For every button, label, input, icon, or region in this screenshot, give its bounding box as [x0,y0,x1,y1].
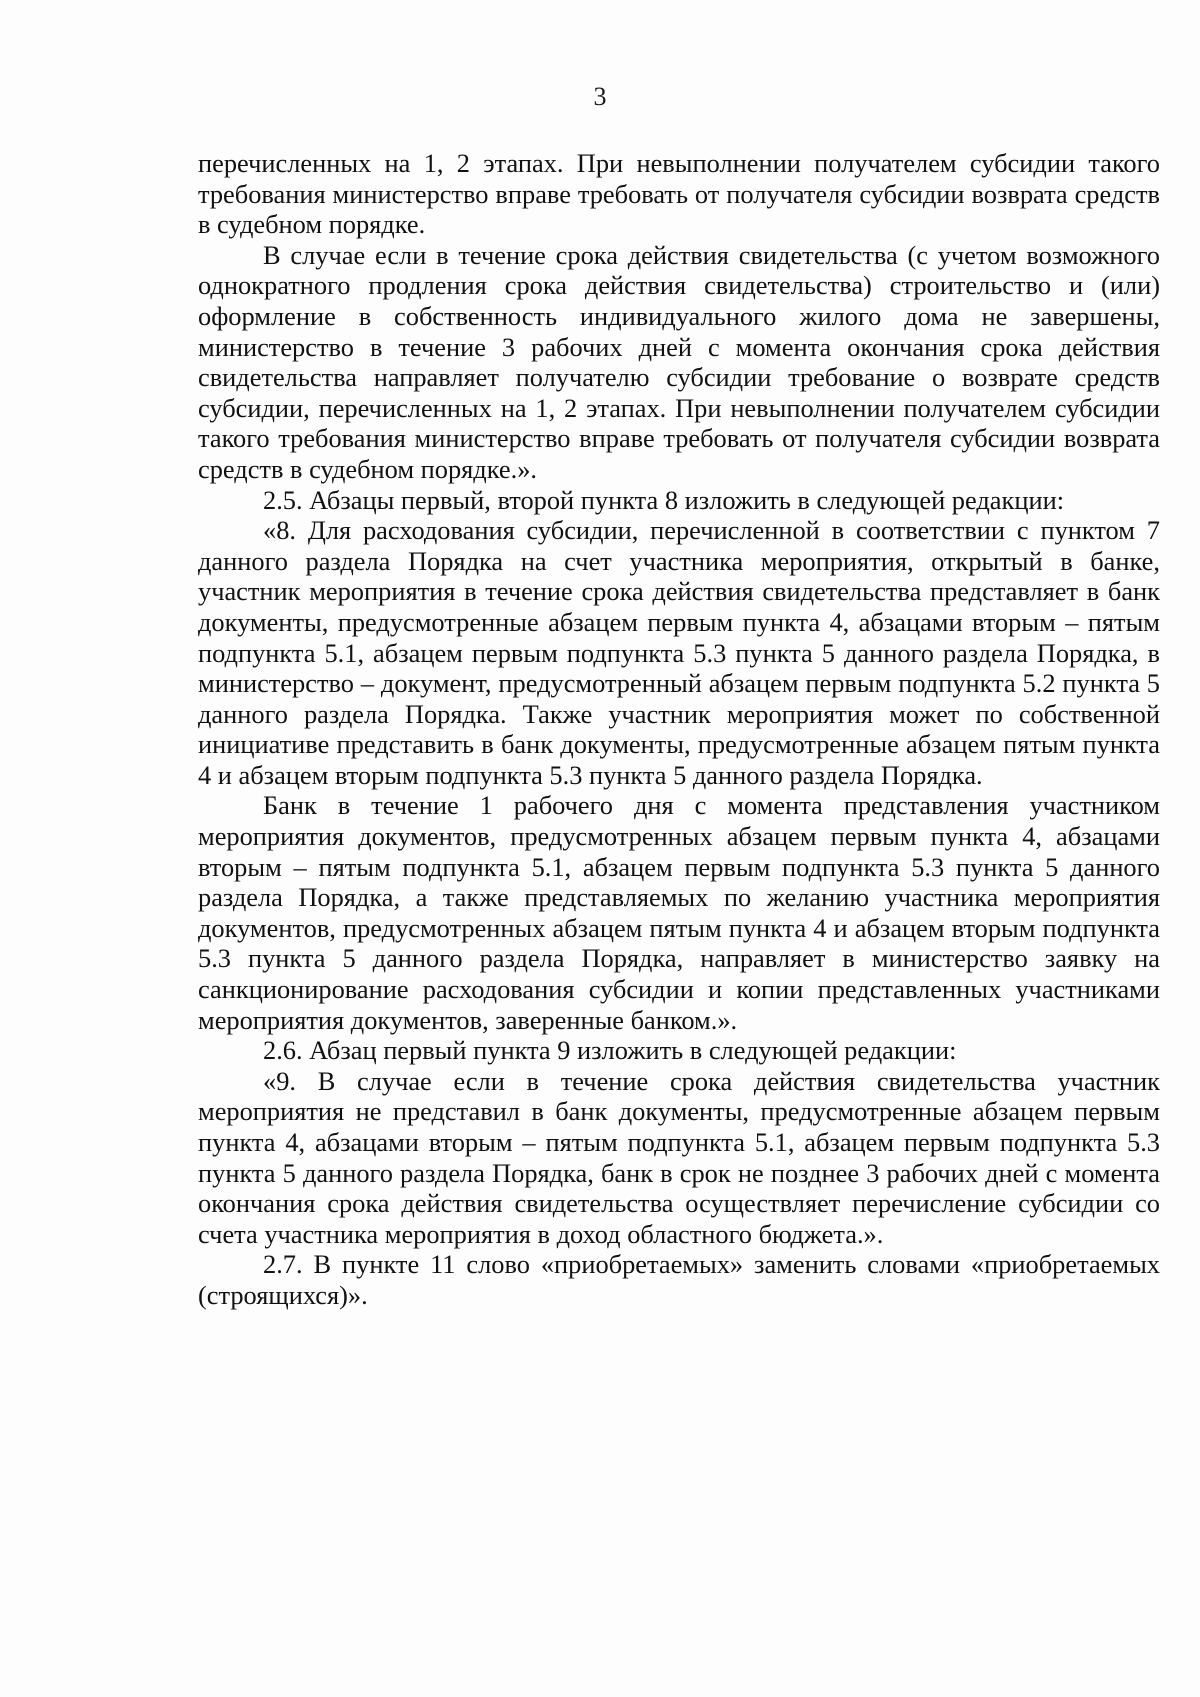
paragraph: 2.6. Абзац первый пункта 9 изложить в следующей редакции: [263,1035,957,1066]
document-body [198,148,1160,1311]
paragraph: «8. Для расходования субсидии, перечисленной в соответствии с пунктом 7 данного раздела Порядка на счет участника мероприятия, открытый в банке, участник мероприятия в течение срока действия свидетельства представляет в банк документы, предусмотренные абзацем первым пункта 4, абзацами вторым – пятым подпункта 5.1, абзацем первым подпункта 5.3 пункта 5 данного раздела Порядка, в министерство – документ, предусмотренный абзацем первым подпункта 5.2 пункта 5 данного раздела Порядка. Также участник мероприятия может по собственной инициативе представить в банк документы, предусмотренные абзацем пятым пункта 4 и абзацем вторым подпункта 5.3 пункта 5 данного раздела Порядка. [198,515,1160,790]
paragraph: «9. В случае если в течение срока действия свидетельства участник мероприятия не представил в банк документы, предусмотренные абзацем первым пункта 4, абзацами вторым – пятым подпункта 5.1, абзацем первым подпункта 5.3 пункта 5 данного раздела Порядка, банк в срок не позднее 3 рабочих дней с момента окончания срока действия свидетельства осуществляет перечисление субсидии со счета участника мероприятия в доход областного бюджета.». [198,1065,1160,1249]
paragraph: 2.5. Абзацы первый, второй пункта 8 изложить в следующей редакции: [263,484,1065,515]
paragraph: Банк в течение 1 рабочего дня с момента представления участником мероприятия документов, предусмотренных абзацем первым пункта 4, абзацами вторым – пятым подпункта 5.1, абзацем первым подпункта 5.3 пункта 5 данного раздела Порядка, а также представляемых по желанию участника мероприятия документов, предусмотренных абзацем пятым пункта 4 и абзацем вторым подпункта 5.3 пункта 5 данного раздела Порядка, направляет в министерство заявку на санкционирование расходования субсидии и копии представленных участниками мероприятия документов, заверенные банком.». [198,790,1160,1035]
page-number: 3 [593,82,607,111]
paragraph: 2.7. В пункте 11 слово «приобретаемых» заменить словами «приобретаемых (строящихся)». [198,1249,1160,1310]
paragraph: перечисленных на 1, 2 этапах. При невыполнении получателем субсидии такого требования министерство вправе требовать от получателя субсидии возврата средств в судебном порядке. [198,148,1160,240]
paragraph: В случае если в течение срока действия свидетельства (с учетом возможного однократного продления срока действия свидетельства) строительство и (или) оформление в собственность индивидуального жилого дома не завершены, министерство в течение 3 рабочих дней с момента окончания срока действия свидетельства направляет получателю субсидии требование о возврате средств субсидии, перечисленных на 1, 2 этапах. При невыполнении получателем субсидии такого требования министерство вправе требовать от получателя субсидии возврата средств в судебном порядке.». [198,239,1160,484]
